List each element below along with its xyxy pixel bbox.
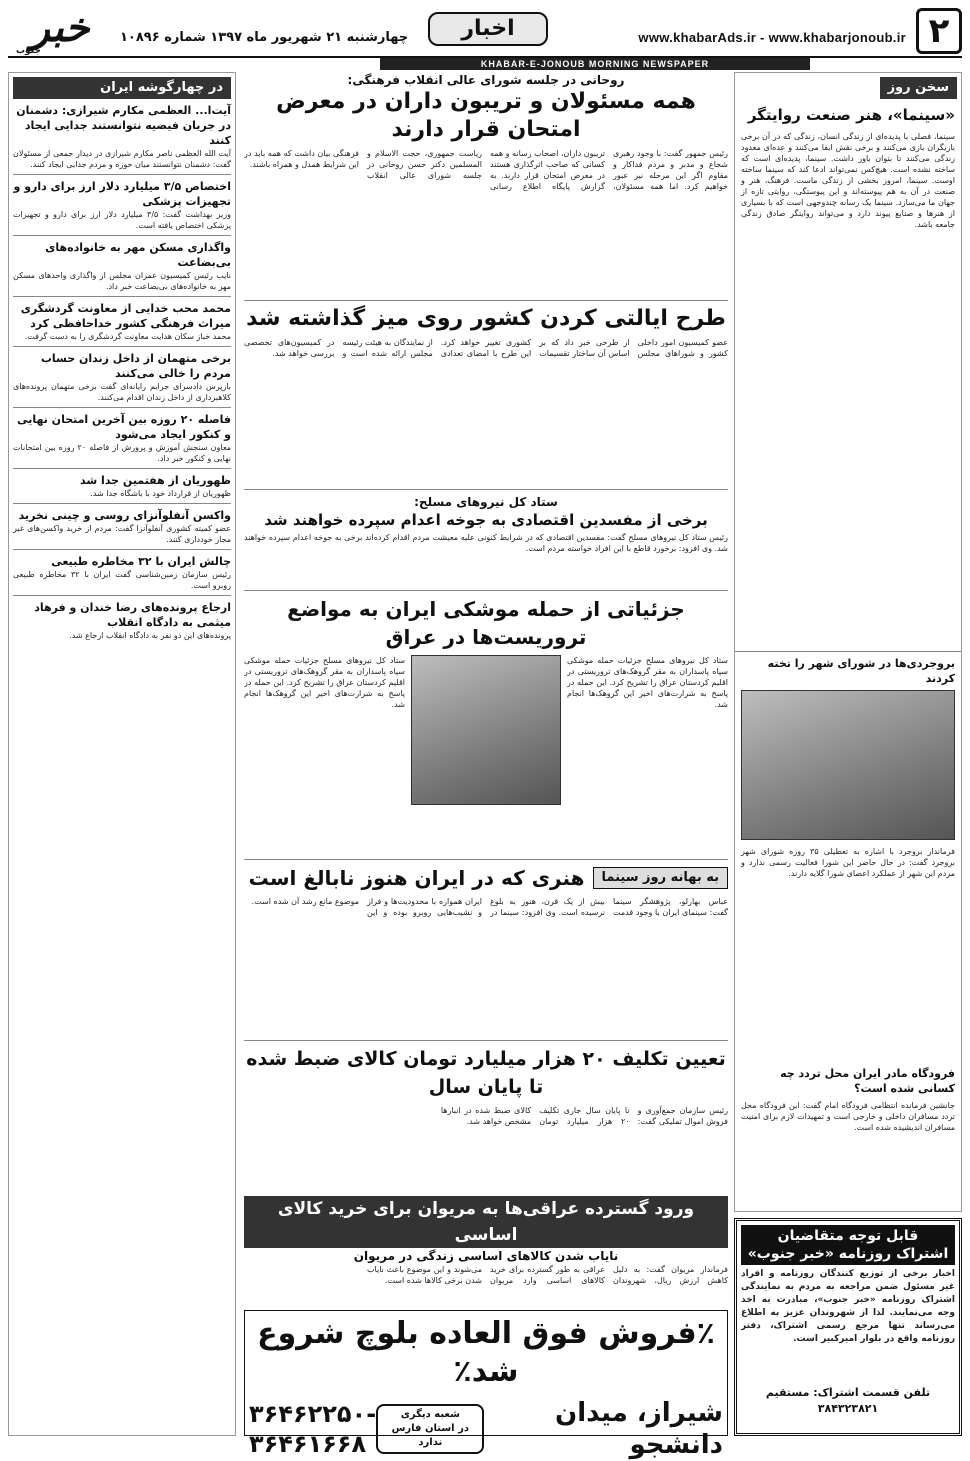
story2-body: جانشین فرمانده انتظامی فرودگاه امام گفت: این فرودگاه محل تردد مسافران داخلی و خارجی است و تمهیدات لازم برای امنیت مسافران اندیشیده شده است. [741, 1101, 955, 1132]
ad-headline: ٪فروش فوق العاده بلوچ شروع شد٪ [257, 1316, 715, 1389]
photo-text: فرماندار بروجرد با اشاره به تعطیلی ۳۵ روزه شورای شهر بروجرد گفت: در حال حاضر این شورا فعالیت رسمی ندارد و مردم این شهر از عملکرد اعضای شورا گلایه دارند. [741, 847, 955, 878]
ad-title1: قابل توجه متقاضیان [777, 1228, 919, 1244]
page-number: ۲ [916, 8, 962, 54]
list-item: آیت‌ا... العظمی مکارم شیرازی: دشمنان در جریان فیضیه نتوانستند جدایی ایجاد کنند آیت الله العظمی ناصر مکارم شیرازی در دیدار جمعی از مسئولان گفت: دشمنان نتوانستند میان حوزه و مردم جدایی ایجاد کنند. [13, 104, 231, 169]
strap: KHABAR-E-JONOUB MORNING NEWSPAPER [380, 58, 810, 70]
list-item: ارجاع پرونده‌های رضا خندان و فرهاد میثمی به دادگاه انقلاب پرونده‌های این دو نفر به دادگاه انقلاب ارجاع شد. [34, 601, 231, 640]
ad-title2: اشتراک روزنامه «خبر جنوب» [747, 1246, 949, 1262]
kicker1: روحانی در جلسه شورای عالی انقلاب فرهنگی: [347, 73, 625, 87]
headline3: برخی از مفسدین اقتصادی به جوخه اعدام سپرده خواهند شد [264, 511, 708, 529]
story7-block [244, 1196, 728, 1306]
left-column-items [13, 103, 231, 641]
photo-general [411, 655, 561, 805]
story5: عباس بهارلو، پژوهشگر سینما گفت: سینمای ایران با وجود قدمت بیش از یک قرن، هنوز به بلوغ نرسیده است. وی افزود: سینما در ایران همواره با محدودیت‌ها و فراز و نشیب‌هایی روبرو بوده و این موضوع مانع رشد آن شده است. [251, 897, 728, 917]
story1: رئیس جمهور گفت: با وجود رهبری شجاع و مدبر و مردم فداکار و مقاوم اگر این مرحله نیز عبور خواهیم کرد. اما همه مسئولان، تریبون داران، اصحاب رسانه و همه کسانی که صاحب اثرگذاری هستند در معرض امتحان قرار دارند. به گزارش پایگاه اطلاع رسانی ریاست جمهوری، حجت الاسلام و المسلمین دکتر حسن روحانی در جلسه شورای عالی انقلاب فرهنگی بیان داشت که همه باید در این شرایط همدل و همراه باشند. [244, 149, 728, 191]
column-body: سینما، فصلی با پدیده‌ای از زندگی انسان، زندگی که در آن برخی بازیگران بازی می‌کنند و برخی نقش ایفا می‌کنند و عده‌ای معدود زندگی می‌کنند تا بتوان باور داشت. سینما، پدیده‌ای است که ساخته نشده است. هیچ‌کس نمی‌تواند ادعا کند که سینما ساخته اوست. سینما، امروز بخشی از زندگی ماست. فرهنگ، هنر و صنعت در آن به هم پیوسته‌اند و این پیوستگی، روایتی تازه از جهان ما می‌سازد. سینما یک رسانه چندوجهی است که با بسیاری از هنرها و صنایع پیوند دارد و می‌تواند روایتگر صادق زندگی جامعه باشد. [741, 132, 955, 229]
masthead [8, 4, 962, 58]
kicker3: ستاد کل نیروهای مسلح: [414, 495, 558, 509]
story2-headline: فرودگاه مادر ایران محل تردد چه کسانی شده است؟ [780, 1067, 955, 1095]
story4-a: ستاد کل نیروهای مسلح جزئیات حمله موشکی سپاه پاسداران به مقر گروهک‌های تروریستی در اقلیم کردستان عراق را تشریح کرد. این حمله در پاسخ به شرارت‌های اخیر این گروهک‌ها انجام شد. [567, 656, 728, 709]
list-item: چالش ایران با ۳۲ مخاطره طبیعی رئیس سازمان زمین‌شناسی گفت ایران با ۳۲ مخاطره طبیعی روبرو است. [13, 555, 231, 590]
photo-council [741, 690, 955, 840]
subscription-ad [734, 1218, 962, 1436]
list-item: برخی متهمان از داخل زندان حساب مردم را خالی می‌کنند بازپرس دادسرای جرایم رایانه‌ای گفت برخی متهمان پرونده‌های کلاهبرداری از داخل زندان اقدام می‌کنند. [13, 352, 231, 402]
list-item: واگذاری مسکن مهر به خانواده‌های بی‌بضاعت نایب رئیس کمیسیون عمران مجلس از واگذاری واحدهای مسکن مهر به خانواده‌های بی‌بضاعت خبر داد. [13, 241, 231, 291]
headline2: طرح ایالتی کردن کشور روی میز گذاشته شد [246, 306, 726, 331]
ad-phone[interactable]: ۳۸۴۳۲۳۸۲۱ [817, 1402, 879, 1415]
list-item: محمد محب خدایی از معاونت گردشگری میراث فرهنگی کشور خداحافظی کرد محمد خباز سکان هدایت معاونت گردشگری را به دست گرفت. [20, 302, 231, 341]
ad-body: اخبار برخی از توزیع کنندگان روزنامه و افراد غیر مسئول ضمن مراجعه به مردم به نمایندگی اشتراک روزنامه «خبر جنوب»، مبادرت به اخذ وجه می‌نمایند. لذا از شهروندان عزیز به اطلاع می‌رساند تنها مرجع رسمی اشتراک، دفتر روزنامه واقع در بلوار امیرکبیر است. [741, 1269, 955, 1344]
list-item: فاصله ۲۰ روزه بین آخرین امتحان نهایی و کنکور ایجاد می‌شود معاون سنجش آموزش و پرورش از فاصله ۲۰ روزه بین امتحانات نهایی و کنکور خبر داد. [13, 413, 232, 463]
left-column [8, 72, 236, 1436]
ad-phone1[interactable]: ۳۶۴۶۲۲۵۰- [249, 1400, 377, 1428]
list-item: ظهوریان از هفتمین جدا شد ظهوریان از قرارداد خود با باشگاه جدا شد. [80, 474, 231, 498]
date-line: چهارشنبه ۲۱ شهریور ماه ۱۳۹۷ شماره ۱۰۸۹۶ [120, 30, 409, 45]
bottom-ad [244, 1310, 728, 1460]
story6: رئیس سازمان جمع‌آوری و فروش اموال تملیکی گفت: تا پایان سال جاری تکلیف ۲۰ هزار میلیارد تومان کالای ضبط شده در انبارها مشخص خواهد شد. [440, 1106, 728, 1126]
ad-stamp1: شعبه دیگری [400, 1409, 460, 1420]
headline1: همه مسئولان و تریبون داران در معرض امتحان قرار دارند [276, 89, 696, 142]
tag5: به بهانه روز سینما [593, 867, 729, 889]
left-column-title: در چهارگوشه ایران [13, 77, 231, 99]
list-item: واکسن آنفلوآنزای روسی و چینی نخرید عضو کمیته کشوری آنفلوآنزا گفت: مردم از خرید واکسن‌های غیر مجاز خودداری کنند. [13, 509, 231, 544]
ad-phone-label: تلفن قسمت اشتراک: مستقیم [765, 1386, 931, 1399]
column-title: سخن روز [880, 77, 957, 99]
headline5: هنری که در ایران هنوز نابالغ است [248, 866, 585, 890]
photo-caption: بروجردی‌ها در شورای شهر را تخته کردند [767, 657, 955, 685]
ad-phone2[interactable]: ۳۶۴۶۱۶۶۸ [249, 1430, 367, 1458]
ad-address: شیراز، میدان دانشجو [555, 1398, 723, 1460]
headline7: ورود گسترده عراقی‌ها به مریوان برای خرید کالای اساسی [244, 1196, 728, 1248]
story7: فرماندار مریوان گفت: به دلیل کاهش ارزش ریال، شهروندان عراقی به طور گسترده برای خرید کالاهای اساسی وارد مریوان می‌شوند و این موضوع باعث نایاب شدن برخی کالاها شده است. [367, 1265, 728, 1285]
site-urls[interactable]: www.khabarAds.ir - www.khabarjonoub.ir [638, 30, 906, 45]
kicker7: نایاب شدن کالاهای اساسی زندگی در مریوان [353, 1249, 619, 1263]
logo-subtext: جنوب [16, 46, 41, 56]
logo-text: خبر [30, 4, 90, 51]
main-column [244, 72, 728, 1192]
section-title: اخبار [428, 12, 548, 46]
story2: عضو کمیسیون امور داخلی کشور و شوراهای مجلس از طرحی خبر داد که بر اساس آن ساختار تقسیمات کشوری تغییر خواهد کرد. این طرح با امضای تعدادی از نمایندگان به هیئت رئیسه مجلس ارائه شده است و در کمیسیون‌های تخصصی بررسی خواهد شد. [244, 338, 728, 358]
ad-stamp2: در استان فارس ندارد [391, 1423, 469, 1448]
story3: رئیس ستاد کل نیروهای مسلح گفت: مفسدین اقتصادی که در شرایط کنونی علیه معیشت مردم اقدام کرده‌اند برخی به جوخه اعدام سپرده خواهند شد. وی افزود: برخورد قاطع با این افراد خواسته مردم است. [244, 533, 728, 553]
right-column [734, 72, 962, 1212]
list-item: اختصاص ۳/۵ میلیارد دلار ارز برای دارو و تجهیزات پزشکی وزیر بهداشت گفت: ۳/۵ میلیارد دلار ارز برای دارو و تجهیزات پزشکی اختصاص یافته است. [13, 180, 232, 230]
headline4: جزئیاتی از حمله موشکی ایران به مواضع تروریست‌ها در عراق [287, 597, 685, 649]
newspaper-logo [8, 4, 112, 56]
headline6: تعیین تکلیف ۲۰ هزار میلیارد تومان کالای ضبط شده تا پایان سال [246, 1048, 726, 1098]
column-headline: «سینما»، هنر صنعت روایتگر [747, 106, 955, 124]
story4-b: ستاد کل نیروهای مسلح جزئیات حمله موشکی سپاه پاسداران به مقر گروهک‌های تروریستی در اقلیم کردستان عراق را تشریح کرد. این حمله در پاسخ به شرارت‌های اخیر این گروهک‌ها انجام شد. [244, 656, 405, 709]
